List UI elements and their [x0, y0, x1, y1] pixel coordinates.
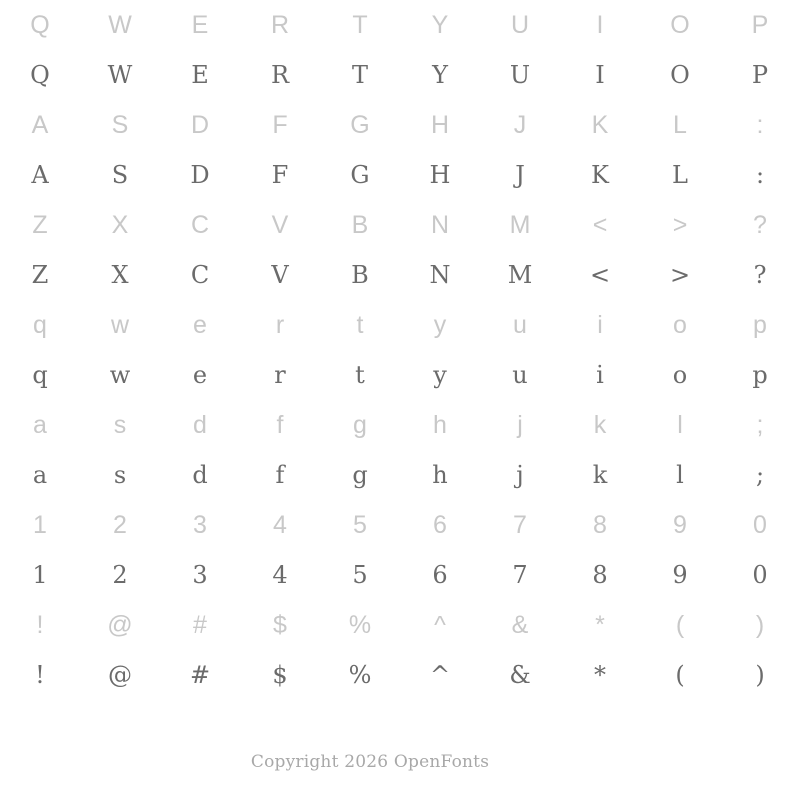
- glyph-cell: w: [110, 310, 130, 339]
- glyph-cell: ;: [755, 461, 765, 489]
- glyph-cell: !: [36, 610, 44, 639]
- glyph-cell: 5: [352, 561, 368, 589]
- glyph-cell: A: [31, 161, 49, 189]
- glyph-cell: k: [593, 410, 607, 439]
- glyph-cell: L: [673, 110, 687, 139]
- glyph-cell: Y: [432, 61, 448, 89]
- glyph-cell: i: [597, 310, 603, 339]
- glyph-cell: e: [193, 310, 207, 339]
- glyph-cell: Q: [30, 10, 50, 39]
- glyph-cell: R: [270, 10, 290, 39]
- glyph-cell: ?: [753, 261, 767, 289]
- glyph-cell: 2: [113, 510, 127, 539]
- glyph-cell: 9: [673, 510, 687, 539]
- glyph-cell: L: [672, 161, 688, 189]
- glyph-cell: V: [271, 210, 289, 239]
- glyph-cell: ): [755, 661, 765, 689]
- glyph-cell: #: [189, 661, 211, 689]
- glyph-cell: &: [511, 610, 529, 639]
- glyph-cell: O: [670, 10, 690, 39]
- glyph-cell: (: [675, 661, 685, 689]
- glyph-cell: u: [512, 361, 528, 389]
- glyph-cell: q: [32, 361, 48, 389]
- glyph-cell: W: [107, 61, 133, 89]
- glyph-cell: Q: [30, 61, 50, 89]
- glyph-cell: X: [111, 210, 129, 239]
- glyph-cell: g: [352, 461, 368, 489]
- glyph-cell: S: [111, 110, 129, 139]
- glyph-cell: p: [753, 310, 767, 339]
- glyph-cell: t: [355, 361, 365, 389]
- glyph-cell: *: [595, 610, 605, 639]
- glyph-cell: l: [676, 461, 684, 489]
- glyph-cell: 6: [433, 510, 447, 539]
- glyph-cell: 7: [513, 510, 527, 539]
- glyph-cell: 8: [593, 510, 607, 539]
- glyph-cell: E: [191, 10, 209, 39]
- glyph-cell: $: [272, 661, 288, 689]
- glyph-cell: B: [351, 210, 369, 239]
- glyph-cell: a: [33, 410, 47, 439]
- glyph-cell: %: [348, 661, 372, 689]
- glyph-cell: ;: [756, 410, 764, 439]
- glyph-cell: &: [509, 661, 531, 689]
- glyph-cell: I: [596, 10, 604, 39]
- glyph-cell: 4: [273, 510, 287, 539]
- glyph-cell: (: [675, 610, 685, 639]
- glyph-cell: W: [108, 10, 132, 39]
- glyph-cell: a: [32, 461, 48, 489]
- glyph-cell: u: [513, 310, 527, 339]
- glyph-cell: $: [273, 610, 287, 639]
- glyph-cell: j: [517, 410, 523, 439]
- glyph-cell: J: [515, 161, 525, 189]
- glyph-cell: M: [509, 210, 531, 239]
- glyph-cell: r: [275, 310, 285, 339]
- glyph-cell: H: [429, 161, 451, 189]
- glyph-cell: M: [507, 261, 533, 289]
- glyph-cell: e: [192, 361, 208, 389]
- glyph-cell: g: [353, 410, 367, 439]
- copyright-notice: Copyright 2026 OpenFonts: [250, 752, 490, 772]
- glyph-cell: T: [351, 61, 368, 89]
- glyph-cell: k: [592, 461, 608, 489]
- glyph-cell: 4: [272, 561, 288, 589]
- glyph-cell: l: [677, 410, 683, 439]
- glyph-cell: h: [433, 410, 447, 439]
- glyph-cell: p: [752, 361, 768, 389]
- glyph-cell: D: [190, 110, 210, 139]
- glyph-cell: 7: [512, 561, 528, 589]
- glyph-cell: w: [109, 361, 131, 389]
- glyph-cell: U: [510, 10, 530, 39]
- glyph-cell: T: [352, 10, 368, 39]
- glyph-cell: t: [356, 310, 364, 339]
- glyph-cell: %: [348, 610, 372, 639]
- glyph-cell: V: [271, 261, 289, 289]
- glyph-cell: <: [589, 261, 611, 289]
- glyph-cell: 1: [33, 510, 47, 539]
- glyph-cell: R: [270, 61, 290, 89]
- glyph-cell: >: [669, 261, 691, 289]
- glyph-cell: 5: [353, 510, 367, 539]
- glyph-cell: Y: [431, 10, 449, 39]
- glyph-cell: 1: [32, 561, 48, 589]
- glyph-cell: X: [111, 261, 129, 289]
- glyph-cell: d: [192, 461, 208, 489]
- glyph-cell: q: [33, 310, 47, 339]
- glyph-cell: P: [751, 10, 769, 39]
- glyph-cell: 3: [192, 561, 208, 589]
- glyph-cell: !: [35, 661, 45, 689]
- glyph-cell: i: [596, 361, 604, 389]
- glyph-cell: ^: [429, 661, 451, 689]
- glyph-cell: 8: [592, 561, 608, 589]
- glyph-cell: B: [351, 261, 369, 289]
- glyph-cell: ): [755, 610, 765, 639]
- glyph-cell: K: [591, 161, 609, 189]
- glyph-cell: G: [350, 110, 370, 139]
- glyph-cell: r: [274, 361, 286, 389]
- glyph-cell: N: [430, 210, 450, 239]
- glyph-cell: S: [111, 161, 129, 189]
- glyph-cell: 2: [112, 561, 128, 589]
- glyph-cell: o: [673, 310, 687, 339]
- glyph-cell: j: [516, 461, 524, 489]
- glyph-cell: K: [591, 110, 609, 139]
- glyph-cell: 0: [753, 510, 767, 539]
- glyph-cell: P: [751, 61, 769, 89]
- glyph-cell: A: [31, 110, 49, 139]
- glyph-cell: <: [592, 210, 608, 239]
- glyph-cell: #: [193, 610, 207, 639]
- glyph-cell: ^: [434, 610, 446, 639]
- glyph-cell: @: [108, 661, 132, 689]
- glyph-cell: o: [672, 361, 688, 389]
- glyph-cell: :: [756, 110, 764, 139]
- glyph-cell: @: [107, 610, 133, 639]
- glyph-cell: E: [191, 61, 209, 89]
- glyph-cell: f: [275, 461, 285, 489]
- glyph-cell: s: [113, 410, 127, 439]
- glyph-cell: C: [190, 261, 210, 289]
- glyph-cell: y: [433, 310, 447, 339]
- glyph-cell: Z: [32, 210, 48, 239]
- glyph-cell: 9: [672, 561, 688, 589]
- glyph-cell: 3: [193, 510, 207, 539]
- glyph-cell: D: [190, 161, 210, 189]
- glyph-cell: O: [670, 61, 690, 89]
- glyph-cell: y: [433, 361, 447, 389]
- glyph-cell: :: [755, 161, 765, 189]
- glyph-cell: Z: [31, 261, 49, 289]
- glyph-cell: 0: [752, 561, 768, 589]
- glyph-cell: J: [513, 110, 527, 139]
- glyph-cell: I: [595, 61, 605, 89]
- glyph-cell: H: [430, 110, 450, 139]
- glyph-cell: f: [276, 410, 284, 439]
- glyph-cell: d: [193, 410, 207, 439]
- glyph-cell: F: [271, 161, 289, 189]
- glyph-cell: U: [509, 61, 531, 89]
- glyph-cell: ?: [753, 210, 767, 239]
- glyph-cell: >: [672, 210, 688, 239]
- glyph-cell: F: [272, 110, 288, 139]
- glyph-cell: *: [594, 661, 606, 689]
- glyph-cell: G: [350, 161, 370, 189]
- glyph-cell: s: [113, 461, 127, 489]
- glyph-cell: h: [432, 461, 448, 489]
- glyph-cell: N: [429, 261, 451, 289]
- glyph-cell: 6: [432, 561, 448, 589]
- glyph-cell: C: [190, 210, 210, 239]
